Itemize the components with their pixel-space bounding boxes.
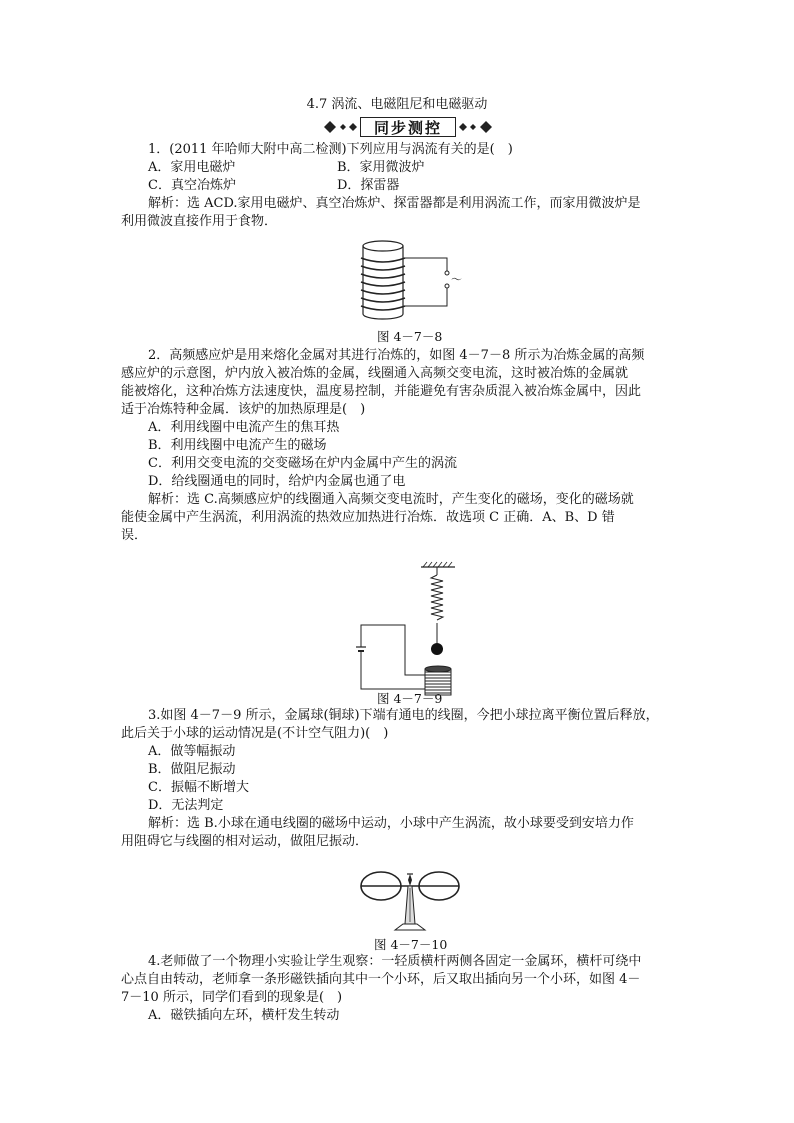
q4-line-2: 心点自由转动，老师拿一条形磁铁插向其中一个小环，后又取出插向另一个小环，如图 4－ (121, 972, 641, 987)
q1-option-c: C．真空冶炼炉 (148, 178, 236, 193)
q3-option-c: C．振幅不断增大 (148, 780, 249, 795)
q3-option-b: B．做阻尼振动 (148, 762, 236, 777)
q3-solution-line-1: 解析：选 B.小球在通电线圈的磁场中运动，小球中产生涡流，故小球要受到安培力作 (148, 816, 634, 831)
q3-option-a: A．做等幅振动 (148, 744, 236, 759)
figure-4-7-9-caption: 图 4－7－9 (377, 691, 443, 706)
q2-option-d: D．给线圈通电的同时，给炉内金属也通了电 (148, 474, 406, 489)
q2-line-2: 感应炉的示意图，炉内放入被冶炼的金属，线圈通入高频交变电流，这时被冶炼的金属就 (121, 366, 629, 381)
q2-line-3: 能被熔化，这种冶炼方法速度快，温度易控制，并能避免有害杂质混入被冶炼金属中，因此 (121, 384, 642, 399)
q2-option-a: A．利用线圈中电流产生的焦耳热 (148, 420, 340, 435)
q4-option-a: A．磁铁插向左环，横杆发生转动 (148, 1008, 340, 1023)
q1-stem: 1．(2011 年哈师大附中高二检测)下列应用与涡流有关的是( ) (148, 142, 513, 157)
figure-4-7-8-caption: 图 4－7－8 (377, 329, 443, 344)
section-title: 4.7 涡流、电磁阻尼和电磁驱动 (306, 97, 488, 112)
q1-solution-line-2: 利用微波直接作用于食物． (121, 214, 278, 229)
q4-line-3: 7－10 所示，同学们看到的现象是( ) (121, 990, 343, 1005)
figure-4-7-10-rings (355, 868, 465, 936)
figure-4-7-9-spring-coil (355, 561, 465, 691)
ac-source-symbol: ～ (451, 273, 462, 286)
q2-solution-line-3: 误． (121, 528, 148, 543)
q3-line-2: 此后关于小球的运动情况是(不计空气阻力)( ) (121, 726, 389, 741)
q1-option-d: D．探雷器 (337, 178, 400, 193)
q1-option-b: B．家用微波炉 (337, 160, 425, 175)
q2-option-c: C．利用交变电流的交变磁场在炉内金属中产生的涡流 (148, 456, 457, 471)
q1-option-a: A．家用电磁炉 (148, 160, 236, 175)
q1-solution-line-1: 解析：选 ACD.家用电磁炉、真空冶炼炉、探雷器都是利用涡流工作，而家用微波炉是 (148, 196, 641, 211)
figure-4-7-8-furnace (355, 238, 465, 328)
q2-solution-line-1: 解析：选 C.高频感应炉的线圈通入高频交变电流时，产生变化的磁场，变化的磁场就 (148, 492, 634, 507)
banner-label: 同步测控 (360, 117, 456, 137)
figure-4-7-10-caption: 图 4－7－10 (374, 937, 448, 952)
q3-line-1: 3.如图 4－7－9 所示，金属球(铜球)下端有通电的线圈，今把小球拉离平衡位置后释放， (148, 708, 659, 723)
sync-test-banner (322, 116, 494, 138)
q2-option-b: B．利用线圈中电流产生的磁场 (148, 438, 327, 453)
q2-line-4: 适于冶炼特种金属．该炉的加热原理是( ) (121, 402, 366, 417)
q2-line-1: 2．高频感应炉是用来熔化金属对其进行冶炼的，如图 4－7－8 所示为冶炼金属的高频 (148, 348, 645, 363)
q2-solution-line-2: 能使金属中产生涡流，利用涡流的热效应加热进行冶炼．故选项 C 正确．A、B、D 错 (121, 510, 615, 525)
q3-option-d: D．无法判定 (148, 798, 224, 813)
q4-line-1: 4.老师做了一个物理小实验让学生观察：一轻质横杆两侧各固定一金属环，横杆可绕中 (148, 954, 642, 969)
q3-solution-line-2: 用阻碍它与线圈的相对运动，做阻尼振动． (121, 834, 369, 849)
